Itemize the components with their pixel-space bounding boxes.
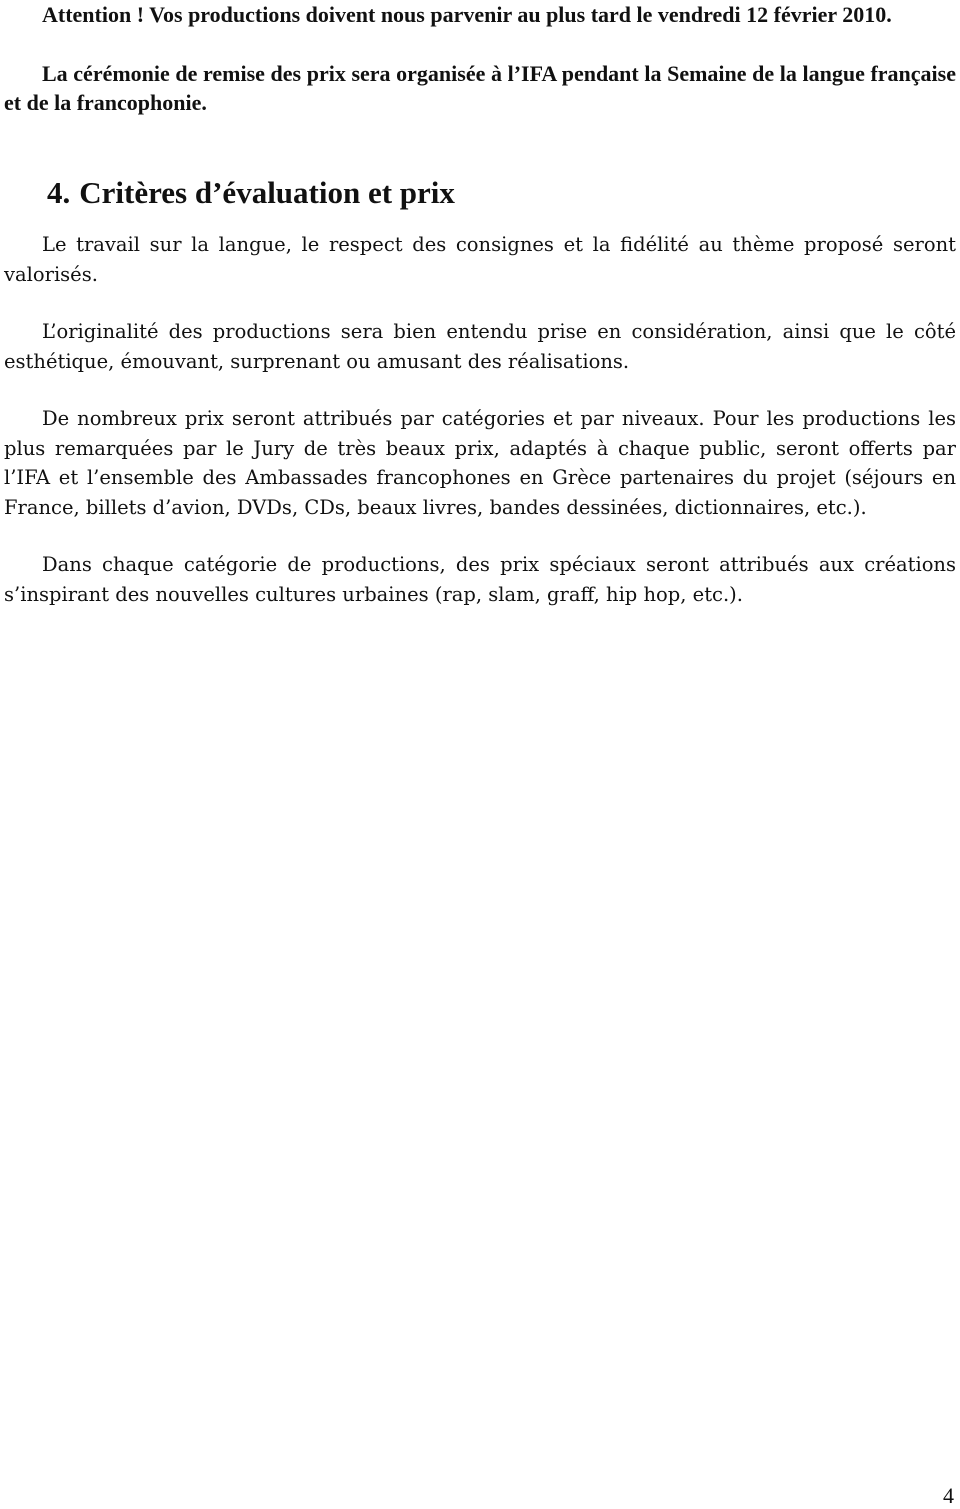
criteria-paragraph: Le travail sur la langue, le respect des consignes et la fidélité au thème proposé seront valorisés. (4, 233, 956, 286)
section-heading (4, 173, 956, 213)
originality-paragraph: L’originalité des productions sera bien entendu prise en considération, ainsi que le côté esthétique, émouvant, surprenant ou amusant des réalisations. (4, 320, 956, 373)
deadline-notice: Attention ! Vos productions doivent nous parvenir au plus tard le vendredi 12 février 2010. (42, 2, 892, 27)
prizes-paragraph: De nombreux prix seront attribués par catégories et par niveaux. Pour les productions les plus remarquées par le Jury de très beaux prix, adaptés à chaque public, seront offerts par l’IFA et l’ensemble des Ambassades francophones en Grèce partenaires du projet (séjours en France, billets d’avion, DVDs, CDs, beaux livres, bandes dessinées, dictionnaires, etc.). (4, 407, 956, 519)
page-number: 4 (943, 1483, 954, 1508)
special-prizes-paragraph: Dans chaque catégorie de productions, des prix spéciaux seront attribués aux créations s’inspirant des nouvelles cultures urbaines (rap, slam, graff, hip hop, etc.). (4, 553, 956, 606)
section-title: Critères d’évaluation et prix (79, 175, 455, 210)
ceremony-notice: La cérémonie de remise des prix sera organisée à l’IFA pendant la Semaine de la langue française et de la francophonie. (4, 61, 956, 115)
document-page (4, 0, 956, 609)
section-number: 4. (47, 175, 71, 210)
